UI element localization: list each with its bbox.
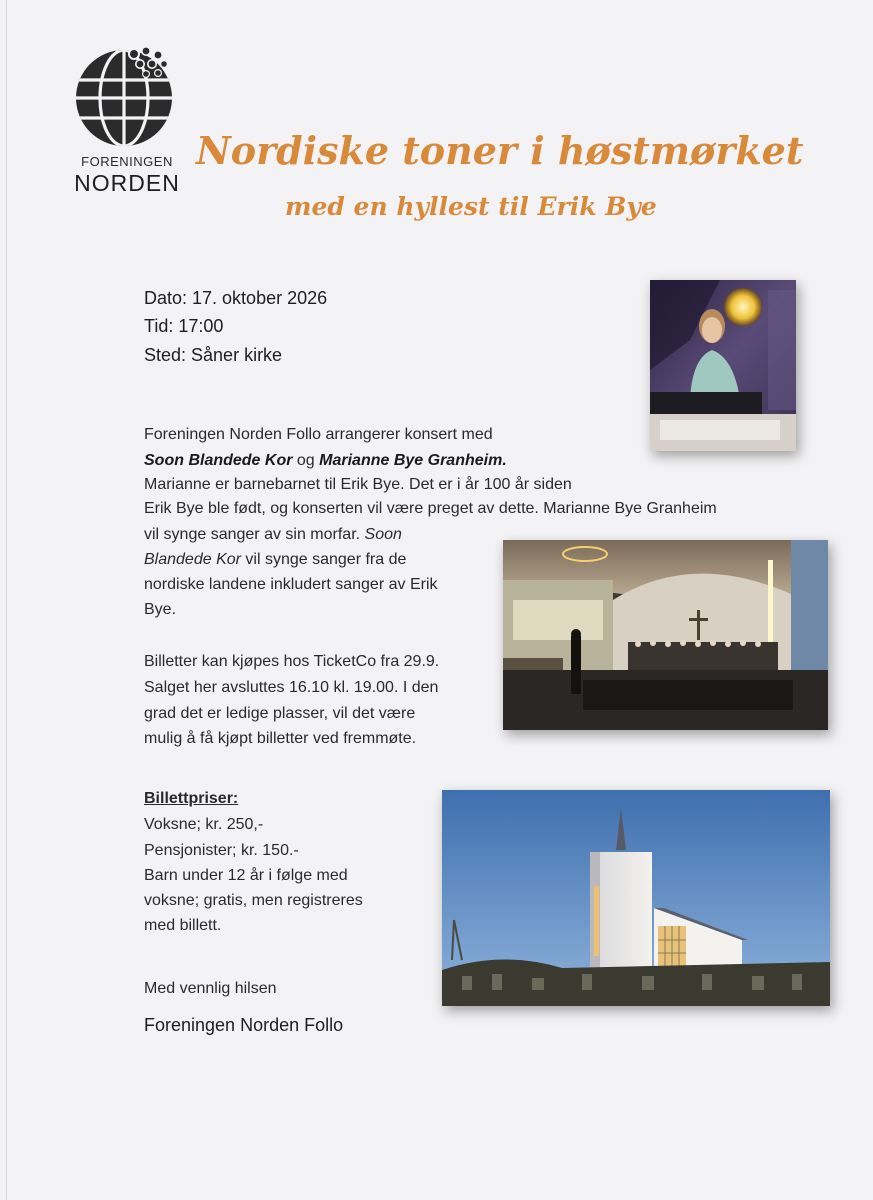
tickets-line: Billetter kan kjøpes hos TicketCo fra 29.9. (144, 653, 440, 670)
tickets-line: grad det er ledige plasser, vil det være (144, 705, 416, 722)
intro-text: vil synge sanger fra de (240, 551, 407, 568)
intro-and: og (292, 452, 320, 469)
event-time: Tid: 17:00 (144, 316, 224, 336)
price-seniors: Pensjonister; kr. 150.- (144, 842, 299, 859)
paper-edge (6, 0, 7, 1200)
intro-line: nordiske landene inkludert sanger av Erik (144, 576, 438, 593)
choir-name-italic: Blandede Kor (144, 551, 241, 568)
church-exterior-photo (442, 790, 830, 1006)
intro-line (144, 547, 406, 573)
intro-line: Erik Bye ble født, og konserten vil være preget av dette. Marianne Bye Granheim (144, 500, 717, 517)
intro-line: Bye. (144, 601, 177, 618)
tickets-line: Salget her avsluttes 16.10 kl. 19.00. I den (144, 679, 439, 696)
event-date: Dato: 17. oktober 2026 (144, 288, 328, 308)
closing-greeting: Med vennlig hilsen (144, 980, 277, 997)
singer-photo (650, 280, 796, 451)
price-adults: Voksne; kr. 250,- (144, 816, 264, 833)
choir-name-italic: Soon (364, 526, 402, 543)
intro-line: Marianne er barnebarnet til Erik Bye. Det er i år 100 år siden (144, 476, 572, 493)
intro-line (144, 522, 402, 548)
page-subtitle: med en hyllest til Erik Bye (285, 192, 657, 221)
page-title: Nordiske toner i høstmørket (196, 128, 804, 173)
prices-heading: Billettpriser: (144, 790, 239, 807)
price-kids: voksne; gratis, men registreres (144, 892, 363, 909)
price-kids: Barn under 12 år i følge med (144, 867, 348, 884)
singer-name: Marianne Bye Granheim. (319, 452, 507, 469)
closing-signature: Foreningen Norden Follo (144, 1015, 344, 1035)
price-kids: med billett. (144, 917, 222, 934)
logo-text-norden: NORDEN (74, 170, 180, 196)
choir-name: Soon Blandede Kor (144, 452, 293, 469)
tickets-line: mulig å få kjøpt billetter ved fremmøte. (144, 730, 417, 747)
intro-line-performers (144, 448, 507, 474)
foreningen-norden-logo (66, 38, 188, 198)
intro-line: Foreningen Norden Follo arrangerer konsert med (144, 426, 493, 443)
church-interior-photo (503, 540, 828, 730)
logo-text-foreningen: FORENINGEN (81, 154, 173, 169)
event-place: Sted: Såner kirke (144, 345, 283, 365)
intro-text: vil synge sanger av sin morfar. (144, 526, 365, 543)
globe-icon (74, 42, 180, 152)
